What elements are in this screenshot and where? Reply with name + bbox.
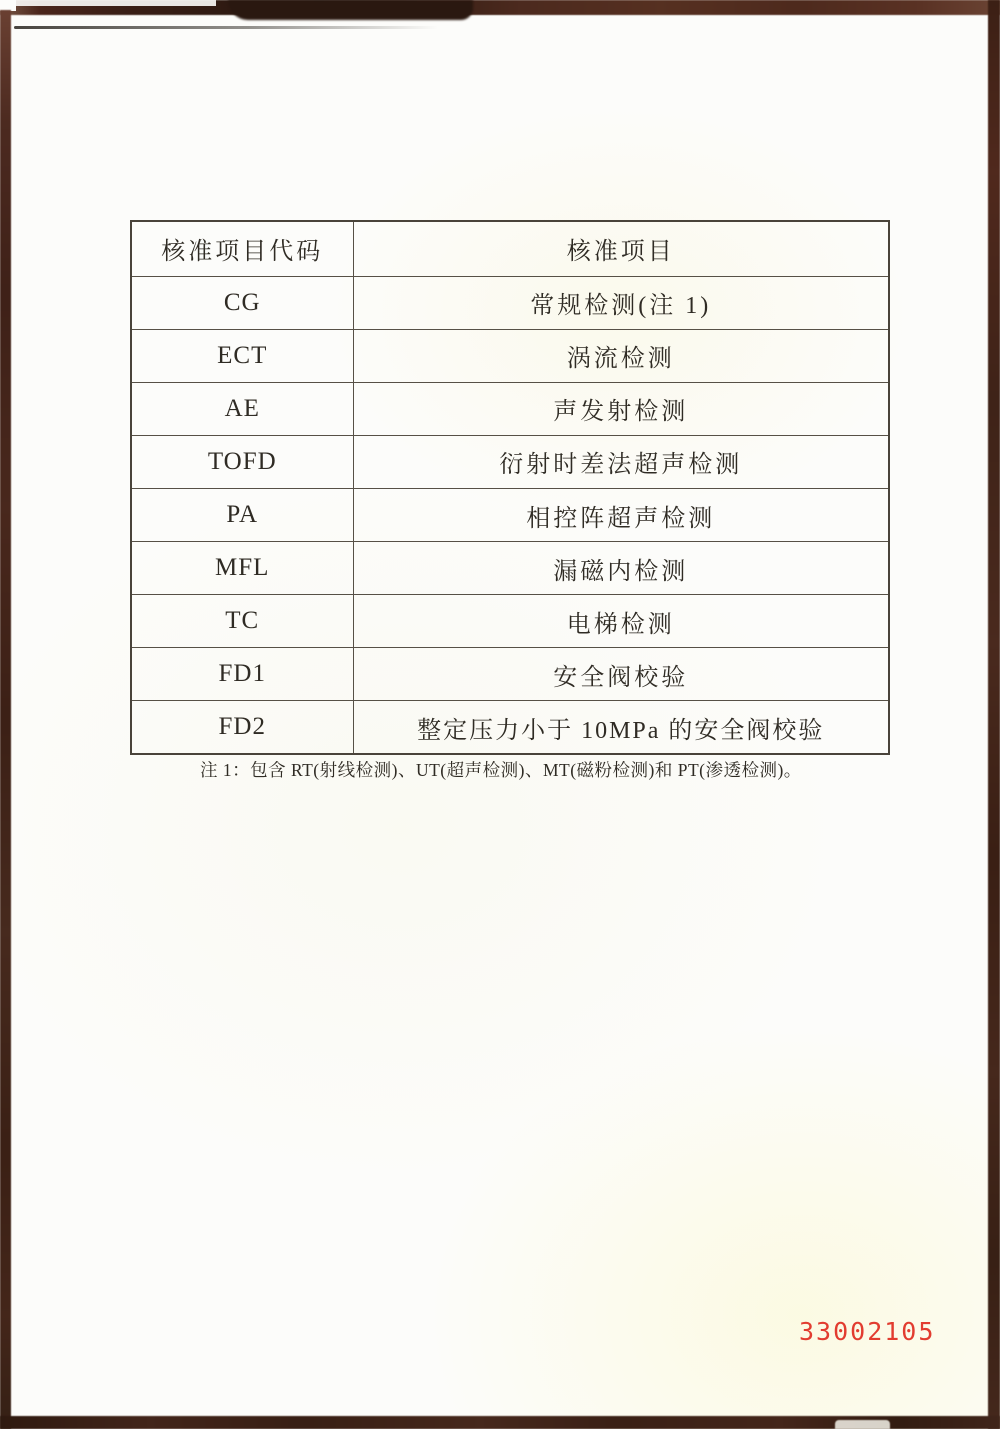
table-row <box>131 542 889 595</box>
table-row <box>131 329 889 382</box>
scan-border-top-strip-gap <box>16 0 216 6</box>
item-cell: 相控阵超声检测 <box>353 488 889 541</box>
scan-border-right <box>988 0 1000 1429</box>
scan-line-artifact <box>14 26 438 29</box>
item-cell: 整定压力小于 10MPa 的安全阀校验 <box>353 701 889 754</box>
table-row <box>131 595 889 648</box>
item-cell: 衍射时差法超声检测 <box>353 435 889 488</box>
scan-border-bottom-notch <box>835 1420 890 1429</box>
header-item-cell: 核准项目 <box>353 221 889 276</box>
table-row <box>131 488 889 541</box>
item-cell: 声发射检测 <box>353 382 889 435</box>
code-cell: FD1 <box>131 648 353 701</box>
table-row <box>131 276 889 329</box>
serial-number-stamp: 33002105 <box>799 1317 936 1346</box>
code-cell: CG <box>131 276 353 329</box>
table-row <box>131 382 889 435</box>
item-cell: 安全阀校验 <box>353 648 889 701</box>
header-code-cell: 核准项目代码 <box>131 221 353 276</box>
code-cell: PA <box>131 488 353 541</box>
footnote-note1: 注 1：包含 RT(射线检测)、UT(超声检测)、MT(磁粉检测)和 PT(渗透检测)。 <box>200 760 802 780</box>
code-cell: FD2 <box>131 701 353 754</box>
item-cell: 涡流检测 <box>353 329 889 382</box>
scan-border-left <box>0 10 11 1429</box>
table-header-row <box>131 221 889 276</box>
code-cell: TOFD <box>131 435 353 488</box>
item-cell: 漏磁内检测 <box>353 542 889 595</box>
table-row <box>131 435 889 488</box>
code-cell: AE <box>131 382 353 435</box>
code-cell: ECT <box>131 329 353 382</box>
approval-items-table <box>130 220 890 755</box>
item-cell: 电梯检测 <box>353 595 889 648</box>
scan-border-top-blotch <box>228 0 473 20</box>
code-cell: MFL <box>131 542 353 595</box>
code-cell: TC <box>131 595 353 648</box>
item-cell: 常规检测(注 1) <box>353 276 889 329</box>
table-row <box>131 701 889 754</box>
table-row <box>131 648 889 701</box>
